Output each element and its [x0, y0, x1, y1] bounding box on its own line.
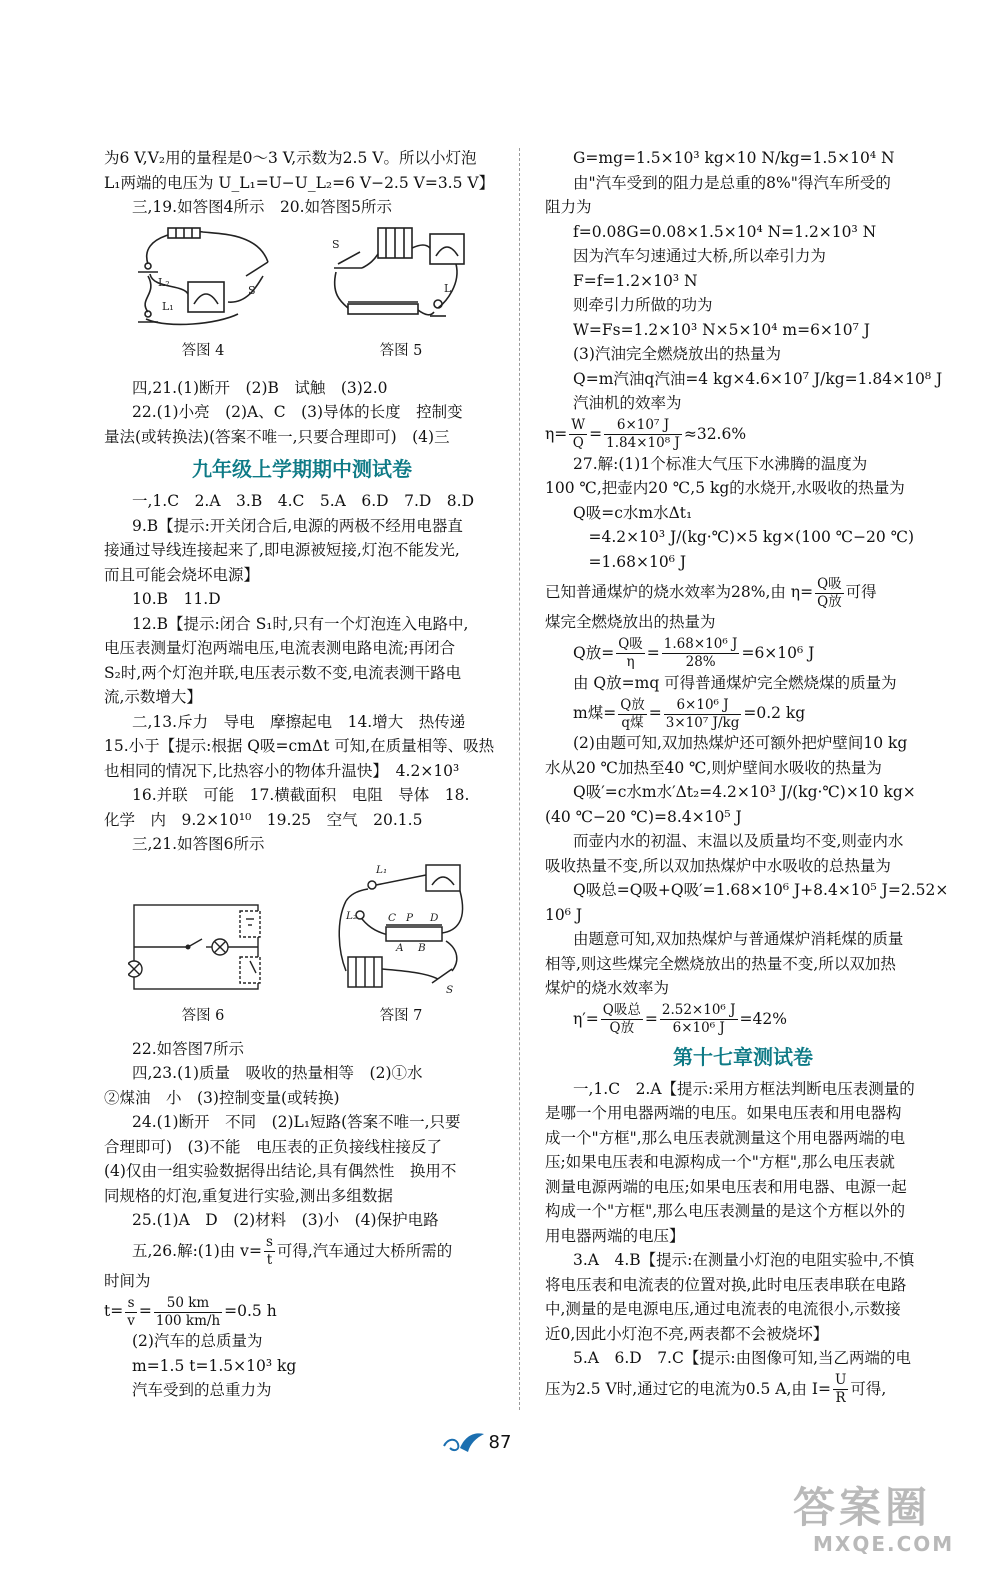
text-line: 用电器两端的电压】 — [545, 1226, 685, 1245]
fig5-label-l: L — [444, 281, 452, 295]
figure-5-caption: 答图 5 — [379, 342, 423, 359]
left-lines-b — [104, 376, 500, 450]
circuit-diagram-5-icon — [326, 224, 476, 336]
text-line: 构成一个"方框",那么电压表测量的是这个方框以外的 — [545, 1202, 906, 1220]
text-line: 15.小于【提示:根据 Q吸=cmΔt 可知,在质量相等、吸热 — [104, 737, 495, 755]
circuit-diagram-6-icon — [128, 861, 278, 1001]
figure-7 — [326, 861, 476, 1027]
q26-line2: 时间为 — [104, 1271, 151, 1290]
text-line: 而且可能会烧坏电源】 — [104, 565, 260, 584]
text-line: 接通过导线连接起来了,即电源被短接,灯泡不能发光, — [104, 541, 460, 559]
text-line: 22.(1)小亮 (2)A、C (3)导体的长度 控制变 — [132, 403, 463, 421]
time-frac-2: $\frac{50 km}{100 km/h}$ — [155, 1294, 221, 1329]
text-line: 吸收热量不变,所以双加热煤炉中水吸收的总热量为 — [545, 856, 891, 875]
text-line: 流,示数增大】 — [104, 688, 202, 706]
watermark-title: 答案圈 — [793, 1483, 932, 1532]
figure-5 — [326, 224, 476, 362]
text-line: 三,19.如答图4所示 20.如答图5所示 — [132, 198, 392, 216]
text-line: 一,1.C 2.A【提示:采用方框法判断电压表测量的 — [573, 1079, 915, 1098]
text-line: 化学 内 9.2×10¹⁰ 19.25 空气 20.1.5 — [104, 810, 423, 829]
page-number: 87 — [488, 1432, 512, 1453]
m-frac-2: $\frac{\text{6×10⁶ J}}{\text{3×10⁷ J/kg}}$ — [665, 696, 740, 731]
text-line: 27.解:(1)1个标准大气压下水沸腾的温度为 — [573, 454, 868, 473]
text-line: F=f=1.2×10³ N — [573, 271, 698, 290]
watermark — [793, 1484, 954, 1556]
text-line: 压;如果电压表和电源构成一个"方框",那么电压表就 — [545, 1153, 895, 1171]
right-lines-a — [545, 146, 941, 416]
text-line: Q吸总=Q吸+Q吸′=1.68×10⁶ J+8.4×10⁵ J=2.52× — [573, 881, 949, 899]
text-line: 中,测量的是电源电压,通过电流表的电流很小,示数接 — [545, 1300, 901, 1318]
figures-6-7 — [104, 861, 500, 1033]
section-title-midterm: 九年级上学期期中测试卷 — [192, 457, 412, 481]
left-lines-d — [104, 1037, 500, 1233]
last-line-1: 5.A 6.D 7.C【提示:由图像可知,当乙两端的电 — [573, 1349, 911, 1367]
time-equation: t= $\frac{s}{v}$ = $\frac{50 km}{100 km/h}$ =0.5 h — [104, 1294, 277, 1329]
fig7-label-s: S — [446, 983, 454, 996]
text-line: 是哪一个用电器两端的电压。如果电压表和用电器构 — [545, 1104, 902, 1122]
left-lines-a — [104, 146, 500, 220]
fig7-label-a: A — [396, 941, 404, 954]
text-line: G=mg=1.5×10³ kg×10 N/kg=1.5×10⁴ N — [573, 149, 895, 167]
right-lines-b — [545, 452, 941, 575]
last-line-2: 压为2.5 V时,通过它的电流为0.5 A,由 I= $\frac{U}{R}$ 可得, — [545, 1372, 887, 1406]
left-lines-c — [104, 489, 500, 857]
figures-4-5 — [104, 224, 500, 372]
text-line: Q=m汽油q汽油=4 kg×4.6×10⁷ J/kg=1.84×10⁸ J — [573, 369, 943, 388]
left-lines-e — [104, 1329, 500, 1403]
text-line: 9.B【提示:开关闭合后,电源的两极不经用电器直 — [132, 516, 463, 535]
section-title-chapter17: 第十七章测试卷 — [673, 1044, 813, 1069]
fig7-label-l1: L₁ — [376, 863, 388, 876]
eta2-frac-1: $\frac{\text{Q吸总}}{\text{Q放}}$ — [602, 1002, 641, 1036]
text-line: 相等,则这些煤完全燃烧放出的热量不变,所以双加热 — [545, 954, 896, 973]
text-line: 10⁶ J — [545, 905, 583, 924]
fig4-label-l1: L₁ — [162, 299, 174, 313]
text-line: (2)汽车的总质量为 — [132, 1332, 263, 1350]
circuit-diagram-4-icon — [128, 224, 278, 336]
text-line: 电压表测量灯泡两端电压,电流表测电路电流;再闭合 — [104, 639, 456, 657]
efficiency-equation: η= $\frac{W}{Q}$ = $\frac{\text{6×10⁷ J}}{\text{1.84×10⁸ J}}$ ≈32.6% — [545, 417, 747, 451]
figure-6-caption: 答图 6 — [181, 1007, 225, 1024]
fig7-label-d: D — [430, 911, 439, 924]
text-line: 12.B【提示:闭合 S₁时,只有一个灯泡连入电路中, — [132, 614, 469, 633]
eta-frac-1: $\frac{W}{Q}$ — [571, 417, 586, 451]
text-line: 近0,因此小灯泡不亮,两表都不会被烧坏】 — [545, 1324, 829, 1343]
text-line: 四,21.(1)断开 (2)B 试触 (3)2.0 — [132, 378, 388, 397]
eff-frac: $\frac{\text{Q吸}}{\text{Q放}}$ — [817, 575, 842, 610]
text-line: 因为汽车匀速通过大桥,所以牵引力为 — [573, 247, 826, 265]
figure-4 — [128, 224, 278, 362]
coal-efficiency-line: 已知普通煤炉的烧水效率为28%,由 η= $\frac{\text{Q吸}}{\text{Q放}}$ 可得 — [545, 575, 877, 610]
text-line: 合理即可) (3)不能 电压表的正负接线柱接反了 — [104, 1137, 443, 1156]
watermark-url: MXQE.COM — [813, 1532, 955, 1556]
right-lines-c — [545, 731, 949, 1001]
text-line: 也相同的情况下,比热容小的物体升温快】 4.2×10³ — [104, 761, 460, 780]
figure-4-caption: 答图 4 — [181, 342, 225, 359]
text-line: (4)仅由一组实验数据得出结论,具有偶然性 换用不 — [104, 1162, 457, 1180]
coal-mass-equation: m煤= $\frac{\text{Q放}}{\text{q煤}}$ = $\frac{\text{6×10⁶ J}}{\text{3×10⁷ J/kg}}$ =0.2 kg — [573, 696, 806, 731]
page-footer — [0, 1432, 1000, 1453]
column-divider — [519, 148, 520, 1410]
text-line: Q吸=c水m水Δt₁ — [573, 503, 693, 522]
left-column — [104, 146, 500, 1403]
text-line: 将电压表和电流表的位置对换,此时电压表串联在电路 — [545, 1275, 907, 1294]
text-line: f=0.08G=0.08×1.5×10⁴ N=1.2×10³ N — [573, 222, 877, 241]
text-line: 为6 V,V₂用的量程是0～3 V,示数为2.5 V。所以小灯泡 — [104, 149, 477, 167]
text-line: 阻力为 — [545, 198, 592, 216]
text-line: 汽油机的效率为 — [573, 394, 682, 412]
fig4-label-l2: L₂ — [158, 275, 170, 289]
text-line: W=Fs=1.2×10³ N×5×10⁴ m=6×10⁷ J — [573, 320, 870, 339]
text-line: 100 ℃,把壶内20 ℃,5 kg的水烧开,水吸收的热量为 — [545, 479, 905, 497]
text-line: 24.(1)断开 不同 (2)L₁短路(答案不唯一,只要 — [132, 1113, 461, 1131]
text-line: (40 ℃−20 ℃)=8.4×10⁵ J — [545, 807, 742, 826]
text-line: 同规格的灯泡,重复进行实验,测出多组数据 — [104, 1186, 393, 1205]
fig7-label-b: B — [418, 941, 426, 954]
text-line: 汽车受到的总重力为 — [132, 1381, 272, 1399]
text-line: ②煤油 小 (3)控制变量(或转换) — [104, 1088, 340, 1107]
text-line: 测量电源两端的电压;如果电压表和用电器、电源一起 — [545, 1177, 907, 1196]
text-line: =1.68×10⁶ J — [573, 552, 687, 571]
circuit-diagram-7-icon — [326, 861, 476, 1001]
text-line: 量法(或转换法)(答案不唯一,只要合理即可) (4)三 — [104, 427, 450, 446]
q26-fraction: $\frac{s}{t}$ — [265, 1234, 273, 1268]
text-line: 则牵引力所做的功为 — [573, 296, 713, 314]
text-line: 一,1.C 2.A 3.B 4.C 5.A 6.D 7.D 8.D — [132, 492, 475, 510]
text-line: 水从20 ℃加热至40 ℃,则炉壁间水吸收的热量为 — [545, 758, 882, 777]
text-line: L₁两端的电压为 U_L₁=U−U_L₂=6 V−2.5 V=3.5 V】 — [104, 173, 495, 192]
text-line: Q吸′=c水m水′Δt₂=4.2×10³ J/(kg·℃)×10 kg× — [573, 783, 916, 801]
efficiency2-equation: η′= $\frac{\text{Q吸总}}{\text{Q放}}$ = $\frac{\text{2.52×10⁶ J}}{\text{6×10⁶ J}}$ =42% — [573, 1002, 787, 1036]
eta-frac-2: $\frac{\text{6×10⁷ J}}{\text{1.84×10⁸ J}}$ — [606, 417, 680, 451]
m-frac-1: $\frac{\text{Q放}}{\text{q煤}}$ — [620, 696, 645, 731]
swallow-ornament-icon — [440, 1430, 486, 1456]
text-line: 而壶内水的初温、末温以及质量均不变,则壶内水 — [573, 832, 904, 850]
text-line: 二,13.斥力 导电 摩擦起电 14.增大 热传递 — [132, 712, 466, 731]
text-line: 3.A 4.B【提示:在测量小灯泡的电阻实验中,不慎 — [573, 1251, 915, 1269]
text-line: 由"汽车受到的阻力是总重的8%"得汽车所受的 — [573, 173, 891, 192]
fig7-label-l2: L₂ — [346, 909, 358, 922]
figure-6 — [128, 861, 278, 1027]
fig5-label-s: S — [332, 237, 340, 251]
text-line: 成一个"方框",那么电压表就测量这个用电器两端的电 — [545, 1128, 906, 1147]
mq-line: 由 Q放=mq 可得普通煤炉完全燃烧煤的质量为 — [573, 673, 897, 692]
figure-7-caption: 答图 7 — [379, 1007, 423, 1024]
qf-frac-1: $\frac{\text{Q吸}}{\eta}$ — [618, 636, 643, 670]
text-line: 16.并联 可能 17.横截面积 电阻 导体 18. — [132, 786, 470, 804]
text-line: 煤炉的烧水效率为 — [545, 979, 670, 997]
text-line: 22.如答图7所示 — [132, 1039, 245, 1058]
q-release-equation: Q放= $\frac{\text{Q吸}}{\eta}$ = $\frac{\text{1.68×10⁶ J}}{28\%}$ =6×10⁶ J — [573, 636, 815, 670]
fig7-label-c: C — [388, 911, 397, 924]
last-frac: $\frac{U}{R}$ — [834, 1372, 847, 1406]
coal-heat-line: 煤完全燃烧放出的热量为 — [545, 613, 716, 631]
qf-frac-2: $\frac{\text{1.68×10⁶ J}}{28\%}$ — [663, 636, 738, 670]
time-frac-1: $\frac{s}{v}$ — [127, 1294, 135, 1329]
text-line: S₂时,两个灯泡并联,电压表示数不变,电流表测干路电 — [104, 663, 462, 682]
text-line: (2)由题可知,双加热煤炉还可额外把炉壁间10 kg — [573, 734, 908, 752]
text-line: m=1.5 t=1.5×10³ kg — [132, 1356, 297, 1375]
right-lines-d — [545, 1077, 941, 1347]
text-line: 四,23.(1)质量 吸收的热量相等 (2)①水 — [132, 1064, 423, 1082]
text-line: 由题意可知,双加热煤炉与普通煤炉消耗煤的质量 — [573, 930, 904, 948]
fig7-label-p: P — [406, 911, 414, 924]
fig4-label-s: S — [248, 283, 256, 297]
q26-line: 五,26.解:(1)由 v= $\frac{s}{t}$ 可得,汽车通过大桥所需的 — [132, 1234, 453, 1268]
text-line: 三,21.如答图6所示 — [132, 835, 265, 853]
right-column — [545, 146, 949, 1407]
text-line: 25.(1)A D (2)材料 (3)小 (4)保护电路 — [132, 1211, 439, 1229]
text-line: =4.2×10³ J/(kg·℃)×5 kg×(100 ℃−20 ℃) — [573, 528, 915, 546]
eta2-frac-2: $\frac{\text{2.52×10⁶ J}}{\text{6×10⁶ J}}$ — [661, 1002, 736, 1036]
text-line: (3)汽油完全燃烧放出的热量为 — [573, 345, 781, 363]
text-line: 10.B 11.D — [132, 590, 221, 608]
